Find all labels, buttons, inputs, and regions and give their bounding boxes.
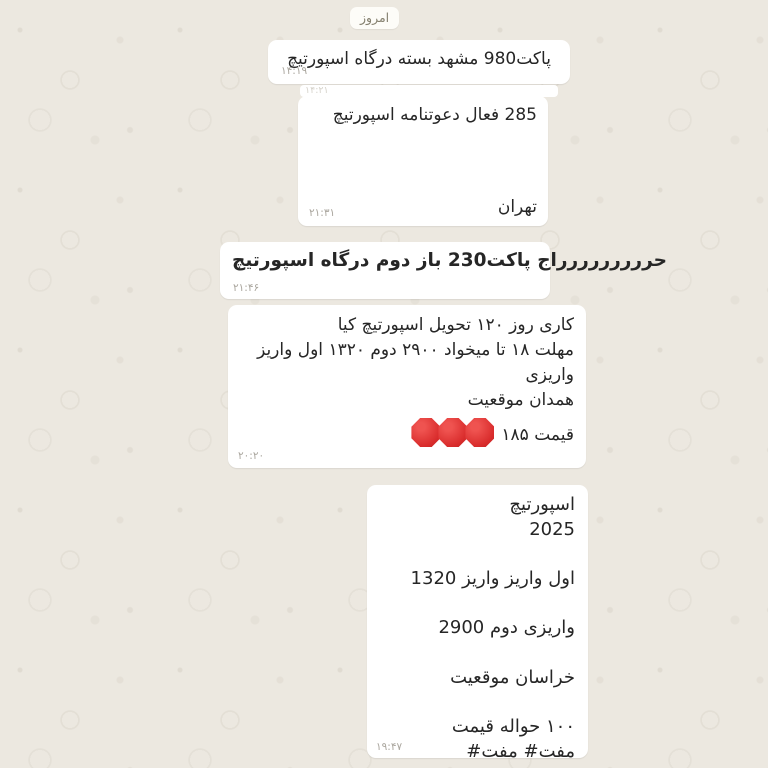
message-text: واریز اول ۱۳۲۰ دوم ۲۹۰۰ میخواد تا ۱۸ مهلت (257, 340, 574, 360)
message-bubble[interactable] (228, 305, 586, 468)
message-text: تهران (497, 197, 537, 217)
message-timestamp: ۲۱:۴۶ (233, 282, 260, 294)
message-text: 2025 (529, 518, 575, 540)
stop-sign-emoji (438, 418, 467, 447)
emoji-row (413, 418, 494, 452)
message-text: کیا اسپورتیچ تحویل ۱۲۰ روز کاری (337, 315, 574, 335)
message-timestamp: ۱۴:۲۱ (305, 85, 329, 96)
message-timestamp: ۱۴:۱۹ (281, 65, 308, 77)
message-text: اسپورتیچ درگاه بسته مشهد 980پاکت (287, 49, 551, 69)
message-bubble[interactable] (367, 485, 588, 762)
message-text: #مفت #مفت (466, 740, 575, 762)
message-text: واریزی (525, 365, 574, 385)
price-text: قیمت ۱۸۵ (501, 425, 574, 445)
stop-sign-emoji (411, 418, 440, 447)
message-timestamp: ۱۹:۴۷ (376, 741, 403, 753)
message-timestamp: ۲۰:۲۰ (238, 450, 265, 462)
message-text (367, 542, 588, 567)
message-text: موقعیت همدان (467, 390, 574, 410)
message-text (367, 592, 588, 617)
message-text: اسپورتیچ درگاه دوم باز 230پاکت حررررررررراج (232, 250, 667, 271)
message-text (367, 641, 588, 666)
message-text (367, 691, 588, 716)
message-text: اسپورتیچ (509, 494, 575, 515)
message-text: 1320 واریز واریز اول (410, 568, 575, 590)
message-text: قیمت حواله ۱۰۰ (451, 716, 575, 738)
message-text: موقعیت خراسان (450, 666, 575, 688)
message-timestamp: ۲۱:۳۱ (309, 207, 336, 219)
stop-sign-emoji (465, 418, 494, 447)
date-header-pill: امروز (350, 7, 399, 29)
price-line (228, 419, 586, 451)
message-text: اسپورتیچ دعوتنامه فعال 285 (332, 105, 537, 125)
message-text: 2900 دوم واریزی (438, 617, 575, 639)
message-text (298, 173, 548, 196)
message-bubble[interactable] (268, 40, 570, 84)
message-bubble[interactable] (220, 242, 667, 299)
message-text (298, 127, 548, 150)
message-text (298, 150, 548, 173)
message-bubble[interactable] (298, 96, 548, 226)
